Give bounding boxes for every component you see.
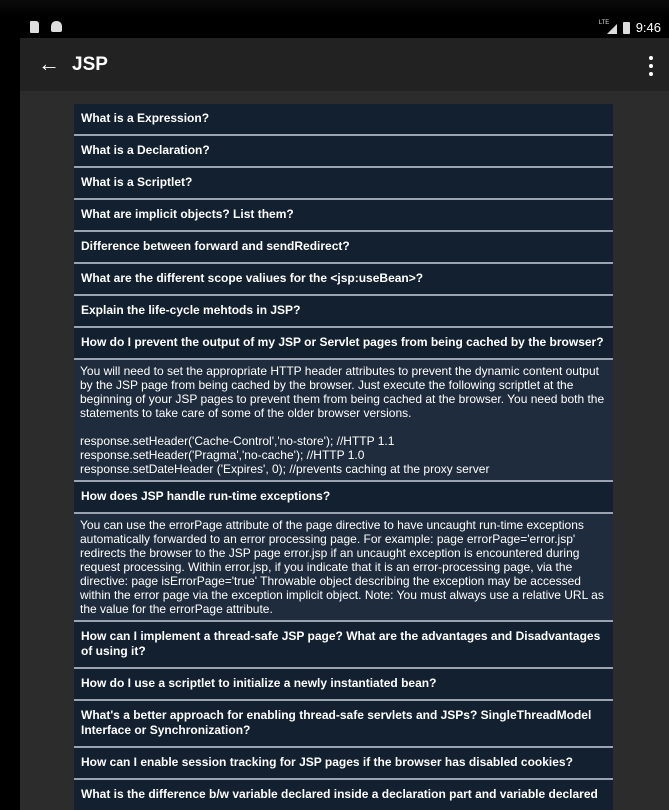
network-type: LTE — [598, 19, 610, 26]
clock: 9:46 — [635, 20, 661, 35]
signal-icon — [598, 19, 617, 35]
question-item[interactable]: Difference between forward and sendRedirect? — [74, 232, 613, 262]
question-item[interactable]: What are implicit objects? List them? — [74, 200, 613, 230]
question-item[interactable]: How does JSP handle run-time exceptions? — [74, 482, 613, 512]
question-item[interactable]: What is the difference b/w variable declared inside a declaration part and variable declared — [74, 780, 613, 810]
question-item[interactable]: How can I enable session tracking for JSP pages if the browser has disabled cookies? — [74, 748, 613, 778]
question-item[interactable]: What's a better approach for enabling thread-safe servlets and JSPs? SingleThreadModel Interface or Synchronization? — [74, 701, 613, 746]
more-options-icon[interactable] — [649, 50, 655, 76]
app-bar — [20, 38, 669, 91]
question-item[interactable]: What are the different scope valiues for the <jsp:useBean>? — [74, 264, 613, 294]
question-item[interactable]: What is a Scriptlet? — [74, 168, 613, 198]
question-item[interactable]: What is a Declaration? — [74, 136, 613, 166]
question-item[interactable]: How do I prevent the output of my JSP or Servlet pages from being cached by the browser? — [74, 328, 613, 358]
faq-list — [74, 104, 613, 810]
answer-text: You can use the errorPage attribute of the page directive to have uncaught run-time exceptions automatically forwarded to an error processing page. For example: page errorPage='error.jsp' redirects the browser to the JSP page error.jsp if an uncaught exception is encountered during request processing. Within error.jsp, if you indicate that it is an error-processing page, via the directive: page isErrorPage='true' Throwable object describing the exception may be accessed within the error page via the exception implicit object. Note: You must always use a relative URL as the value for the errorPage attribute. — [74, 514, 613, 620]
android-icon — [51, 21, 62, 32]
battery-charging-icon — [623, 22, 630, 34]
question-item[interactable]: How can I implement a thread-safe JSP page? What are the advantages and Disadvantages of using it? — [74, 622, 613, 667]
back-arrow-icon[interactable]: ← — [38, 51, 60, 76]
question-item[interactable]: Explain the life-cycle mehtods in JSP? — [74, 296, 613, 326]
top-edge — [0, 0, 669, 18]
question-item[interactable]: How do I use a scriptlet to initialize a newly instantiated bean? — [74, 669, 613, 699]
content-area — [20, 91, 669, 810]
answer-text: You will need to set the appropriate HTTP header attributes to prevent the dynamic content output by the JSP page from being cached by the browser. Just execute the following scriptlet at the beginning of your JSP pages to prevent them from being cached at the browser. You need both the statements to take care of some of the older browser versions. response.setHeader('Cache-Control','no-store'); //HTTP 1.1 response.setHeader('Pragma','no-cache'); //HTTP 1.0 response.setDateHeader ('Expires', 0); //prevents caching at the proxy server — [74, 360, 613, 480]
sd-card-icon — [30, 21, 39, 33]
page-title: JSP — [72, 54, 108, 75]
question-item[interactable]: What is a Expression? — [74, 104, 613, 134]
status-bar — [20, 18, 669, 38]
